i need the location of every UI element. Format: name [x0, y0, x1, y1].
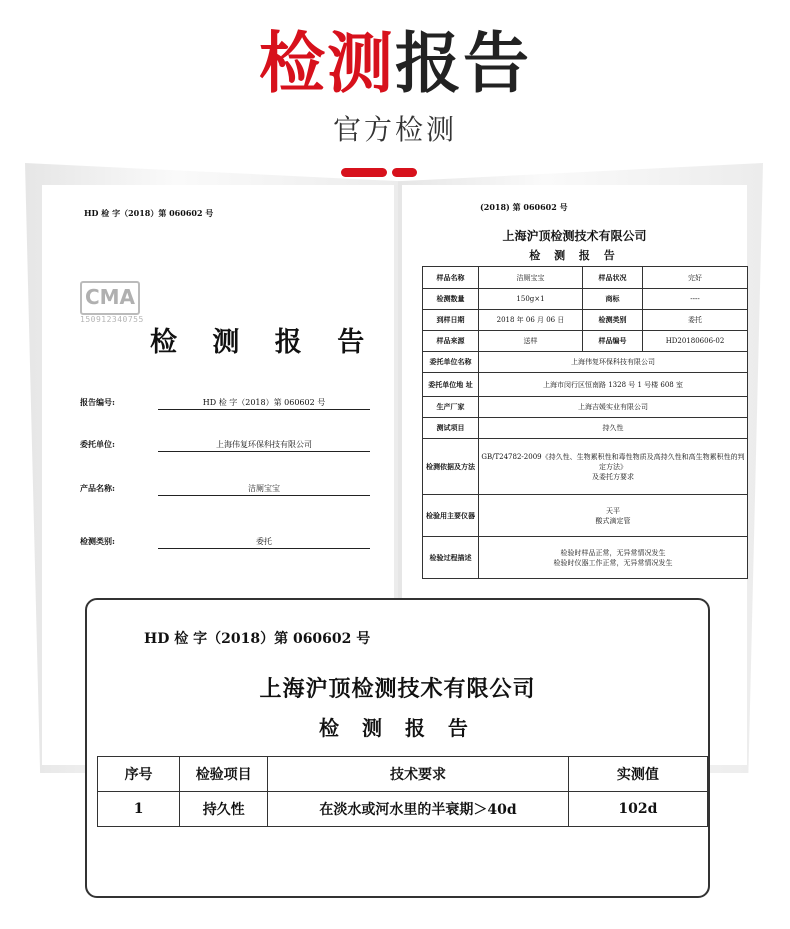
- table-cell: 检验用主要仪器: [423, 495, 479, 537]
- table-row: [423, 373, 748, 397]
- detail-company: 上海沪顶检测技术有限公司: [502, 229, 647, 243]
- table-cell: 洁厕宝宝: [479, 267, 583, 289]
- field-label: 检测类别:: [80, 536, 115, 546]
- table-cell: 上海吉媛实业有限公司: [479, 397, 748, 418]
- table-cell: 样品状况: [583, 267, 643, 289]
- table-row: [423, 439, 748, 495]
- table-row: [423, 289, 748, 310]
- table-row: [423, 418, 748, 439]
- table-cell: 到样日期: [423, 310, 479, 331]
- table-row: [98, 792, 708, 827]
- summary-card: [85, 598, 710, 898]
- column-header: 序号: [98, 757, 180, 792]
- table-cell: 检测数量: [423, 289, 479, 310]
- table-cell: 送样: [479, 331, 583, 352]
- table-cell: 样品编号: [583, 331, 643, 352]
- table-row: [423, 310, 748, 331]
- table-row: [423, 397, 748, 418]
- table-cell: ----: [643, 289, 748, 310]
- table-cell: 150g×1: [479, 289, 583, 310]
- table-cell: 持久性: [180, 792, 268, 827]
- cover-field-report-no: [80, 397, 370, 411]
- table-cell: 生产厂家: [423, 397, 479, 418]
- field-value: HD 检 字（2018）第 060602 号: [158, 397, 370, 410]
- table-cell: 样品来源: [423, 331, 479, 352]
- table-cell: 在淡水或河水里的半衰期＞40d: [268, 792, 568, 827]
- cover-field-client: [80, 439, 370, 453]
- table-row: [423, 537, 748, 579]
- cover-field-product: [80, 483, 370, 497]
- table-row: [423, 331, 748, 352]
- table-cell: 上海市闵行区恒南路 1328 号 1 号楼 608 室: [479, 373, 748, 397]
- field-label: 报告编号:: [80, 397, 115, 407]
- detail-table: [422, 266, 748, 579]
- table-cell: 2018 年 06 月 06 日: [479, 310, 583, 331]
- table-cell: 委托: [643, 310, 748, 331]
- field-label: 委托单位:: [80, 439, 115, 449]
- cover-field-category: [80, 536, 370, 550]
- table-cell: 上海伟复环保科技有限公司: [479, 352, 748, 373]
- table-cell: 检测依据及方法: [423, 439, 479, 495]
- page-title: [0, 22, 790, 106]
- field-value: 洁厕宝宝: [158, 483, 370, 496]
- field-label: 产品名称:: [80, 483, 115, 493]
- table-row: [423, 352, 748, 373]
- table-header-row: [98, 757, 708, 792]
- table-cell: 委托单位名称: [423, 352, 479, 373]
- page-header: [0, 22, 790, 106]
- cma-number: 150912340755: [80, 315, 144, 324]
- table-cell: 102d: [568, 792, 707, 827]
- cell-line: 天平: [606, 506, 620, 515]
- cma-logo: CMA: [80, 281, 140, 315]
- table-row: [423, 267, 748, 289]
- cover-doc-number: HD 检 字（2018）第 060602 号: [84, 208, 214, 218]
- cell-line: GB/T24782-2009《持久性、生物累积性和毒性物质及高持久性和高生物累积性的判定方法》: [481, 452, 745, 471]
- column-header: 检验项目: [180, 757, 268, 792]
- table-cell: [479, 439, 748, 495]
- page-subtitle: 官方检测: [332, 113, 457, 146]
- table-cell: 检测类别: [583, 310, 643, 331]
- table-cell: 商标: [583, 289, 643, 310]
- table-cell: 样品名称: [423, 267, 479, 289]
- detail-report-title: 检 测 报 告: [529, 249, 620, 262]
- table-cell: 测试项目: [423, 418, 479, 439]
- table-cell: 委托单位地 址: [423, 373, 479, 397]
- column-header: 实测值: [568, 757, 707, 792]
- cell-line: 检验时样品正常，无异常情况发生: [560, 548, 666, 557]
- card-company: 上海沪顶检测技术有限公司: [259, 676, 536, 702]
- accent-pill-left: [341, 168, 387, 177]
- page-title-red: 检测: [259, 25, 395, 102]
- table-cell: [479, 495, 748, 537]
- card-report-title: 检 测 报 告: [319, 716, 476, 740]
- cell-line: 及委托方要求: [592, 472, 634, 481]
- accent-pill-right: [392, 168, 417, 177]
- column-header: 技术要求: [268, 757, 568, 792]
- cover-heading: 检 测 报 告: [150, 327, 378, 358]
- cell-line: 酸式滴定管: [595, 516, 631, 525]
- table-row: [423, 495, 748, 537]
- table-cell: 检验过程描述: [423, 537, 479, 579]
- summary-table: [97, 756, 708, 827]
- table-cell: [479, 537, 748, 579]
- detail-doc-number: (2018) 第 060602 号: [480, 202, 568, 212]
- card-doc-number: HD 检 字（2018）第 060602 号: [144, 631, 371, 647]
- cell-line: 检验时仪器工作正常，无异常情况发生: [553, 558, 673, 567]
- table-cell: 完好: [643, 267, 748, 289]
- table-cell: HD20180606-02: [643, 331, 748, 352]
- table-cell: 1: [98, 792, 180, 827]
- page-title-dark: 报告: [395, 25, 531, 102]
- table-cell: 持久性: [479, 418, 748, 439]
- field-value: 委托: [158, 536, 370, 549]
- field-value: 上海伟复环保科技有限公司: [158, 439, 370, 452]
